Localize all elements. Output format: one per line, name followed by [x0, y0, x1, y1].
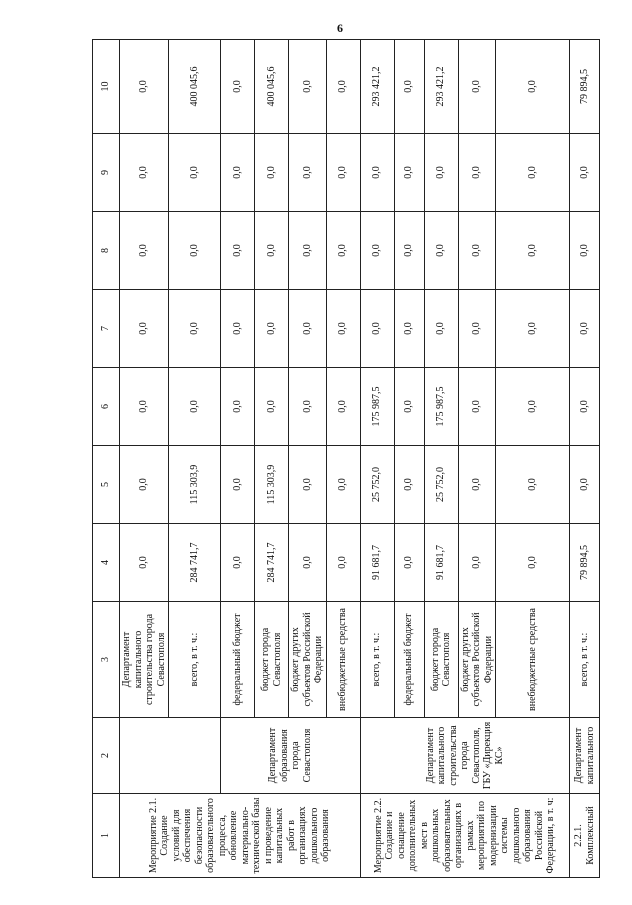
value-cell: 400 045,6: [255, 40, 289, 134]
value-cell: 0,0: [424, 212, 458, 290]
value-cell: 0,0: [394, 524, 424, 602]
funding-source: федеральный бюджет: [221, 602, 255, 718]
value-cell: 0,0: [169, 290, 221, 368]
value-cell: 0,0: [326, 368, 360, 446]
value-cell: 0,0: [289, 290, 327, 368]
value-cell: 0,0: [120, 212, 169, 290]
funding-source: Департамент капитального строительства города Севастополя: [120, 602, 169, 718]
value-cell: 0,0: [570, 290, 600, 368]
value-cell: 0,0: [169, 368, 221, 446]
funding-source: федеральный бюджет: [394, 602, 424, 718]
table-row: [570, 40, 600, 878]
value-cell: 0,0: [394, 368, 424, 446]
executor-cell: Департамент образования города Севастополя: [221, 718, 361, 794]
value-cell: 0,0: [394, 40, 424, 134]
value-cell: 115 303,9: [169, 446, 221, 524]
value-cell: 0,0: [221, 40, 255, 134]
value-cell: 284 741,7: [169, 524, 221, 602]
value-cell: 0,0: [424, 134, 458, 212]
value-cell: 25 752,0: [360, 446, 394, 524]
value-cell: 0,0: [255, 290, 289, 368]
value-cell: 0,0: [326, 290, 360, 368]
value-cell: 0,0: [221, 524, 255, 602]
value-cell: 0,0: [326, 446, 360, 524]
value-cell: 0,0: [221, 446, 255, 524]
value-cell: 0,0: [570, 134, 600, 212]
funding-table: [92, 39, 600, 878]
value-cell: 0,0: [570, 446, 600, 524]
value-cell: 0,0: [496, 134, 570, 212]
value-cell: 0,0: [289, 40, 327, 134]
value-cell: 0,0: [120, 290, 169, 368]
value-cell: 0,0: [120, 524, 169, 602]
value-cell: 0,0: [458, 524, 496, 602]
value-cell: 0,0: [394, 212, 424, 290]
value-cell: 79 894,5: [570, 524, 600, 602]
funding-source: всего, в т. ч.:: [169, 602, 221, 718]
value-cell: 0,0: [496, 524, 570, 602]
value-cell: 400 045,6: [169, 40, 221, 134]
value-cell: 0,0: [570, 368, 600, 446]
value-cell: 0,0: [458, 368, 496, 446]
value-cell: 91 681,7: [424, 524, 458, 602]
funding-source: внебюджетные средства: [496, 602, 570, 718]
value-cell: 284 741,7: [255, 524, 289, 602]
value-cell: 0,0: [570, 212, 600, 290]
measure-title: Мероприятие 2.2. Создание и оснащение дополнительных мест в дошкольных образовательных организациях в рамках мероприятий по модернизации системы дошкольного образования Российской Федерации, в т. ч:: [360, 794, 570, 878]
value-cell: 0,0: [326, 524, 360, 602]
funding-source: бюджет города Севастополя: [255, 602, 289, 718]
value-cell: 0,0: [255, 134, 289, 212]
value-cell: 0,0: [221, 212, 255, 290]
value-cell: 175 987,5: [360, 368, 394, 446]
value-cell: 0,0: [496, 40, 570, 134]
value-cell: 0,0: [169, 134, 221, 212]
funding-source: всего, в т. ч.:: [570, 602, 600, 718]
funding-source: внебюджетные средства: [326, 602, 360, 718]
value-cell: 0,0: [496, 290, 570, 368]
value-cell: 0,0: [360, 290, 394, 368]
value-cell: 0,0: [120, 40, 169, 134]
value-cell: 0,0: [326, 212, 360, 290]
measure-title: 2.2.1. Комплексный: [570, 794, 600, 878]
funding-source: всего, в т. ч.:: [360, 602, 394, 718]
value-cell: 0,0: [424, 290, 458, 368]
value-cell: 0,0: [120, 134, 169, 212]
value-cell: 91 681,7: [360, 524, 394, 602]
value-cell: 25 752,0: [424, 446, 458, 524]
value-cell: 0,0: [326, 40, 360, 134]
value-cell: 0,0: [289, 368, 327, 446]
header-cell: 7: [93, 290, 120, 368]
header-cell: 8: [93, 212, 120, 290]
header-row: [93, 40, 120, 878]
header-cell: 10: [93, 40, 120, 134]
value-cell: 0,0: [496, 368, 570, 446]
page-number: 6: [337, 21, 343, 35]
value-cell: 0,0: [289, 134, 327, 212]
executor-cell: [120, 718, 221, 794]
value-cell: 0,0: [458, 134, 496, 212]
executor-cell: Департамент капитального: [570, 718, 600, 794]
value-cell: 0,0: [289, 212, 327, 290]
value-cell: 0,0: [169, 212, 221, 290]
header-cell: 2: [93, 718, 120, 794]
value-cell: 79 894,5: [570, 40, 600, 134]
value-cell: 175 987,5: [424, 368, 458, 446]
value-cell: 0,0: [221, 290, 255, 368]
value-cell: 0,0: [394, 446, 424, 524]
value-cell: 0,0: [496, 212, 570, 290]
value-cell: 0,0: [289, 524, 327, 602]
value-cell: 0,0: [394, 134, 424, 212]
header-cell: 4: [93, 524, 120, 602]
header-cell: 3: [93, 602, 120, 718]
header-cell: 9: [93, 134, 120, 212]
table-viewport: [92, 40, 596, 878]
value-cell: 293 421,2: [360, 40, 394, 134]
value-cell: 0,0: [120, 368, 169, 446]
funding-source: бюджет других субъектов Российской Федерации: [458, 602, 496, 718]
header-cell: 5: [93, 446, 120, 524]
value-cell: 0,0: [496, 446, 570, 524]
value-cell: 0,0: [360, 212, 394, 290]
value-cell: 0,0: [458, 446, 496, 524]
value-cell: 293 421,2: [424, 40, 458, 134]
table-row: [221, 40, 255, 878]
executor-cell: Департамент капитального строительства города Севастополя, ГБУ «Дирекция КС»: [360, 718, 570, 794]
value-cell: 0,0: [458, 290, 496, 368]
value-cell: 0,0: [326, 134, 360, 212]
value-cell: 0,0: [360, 134, 394, 212]
value-cell: 0,0: [221, 134, 255, 212]
value-cell: 115 303,9: [255, 446, 289, 524]
value-cell: 0,0: [255, 368, 289, 446]
value-cell: 0,0: [458, 212, 496, 290]
table-row: [120, 40, 169, 878]
funding-source: бюджет города Севастополя: [424, 602, 458, 718]
value-cell: 0,0: [394, 290, 424, 368]
value-cell: 0,0: [221, 368, 255, 446]
table-row: [360, 40, 394, 878]
value-cell: 0,0: [289, 446, 327, 524]
rotated-table-container: [92, 40, 596, 878]
value-cell: 0,0: [255, 212, 289, 290]
header-cell: 6: [93, 368, 120, 446]
value-cell: 0,0: [120, 446, 169, 524]
value-cell: 0,0: [458, 40, 496, 134]
measure-title: Мероприятие 2.1. Создание условий для обеспечения безопасности образовательного процесса, обновление материально-технической базы и проведение капитальных работ в организациях дошкольного образования: [120, 794, 361, 878]
header-cell: 1: [93, 794, 120, 878]
funding-source: бюджет других субъектов Российской Федерации: [289, 602, 327, 718]
